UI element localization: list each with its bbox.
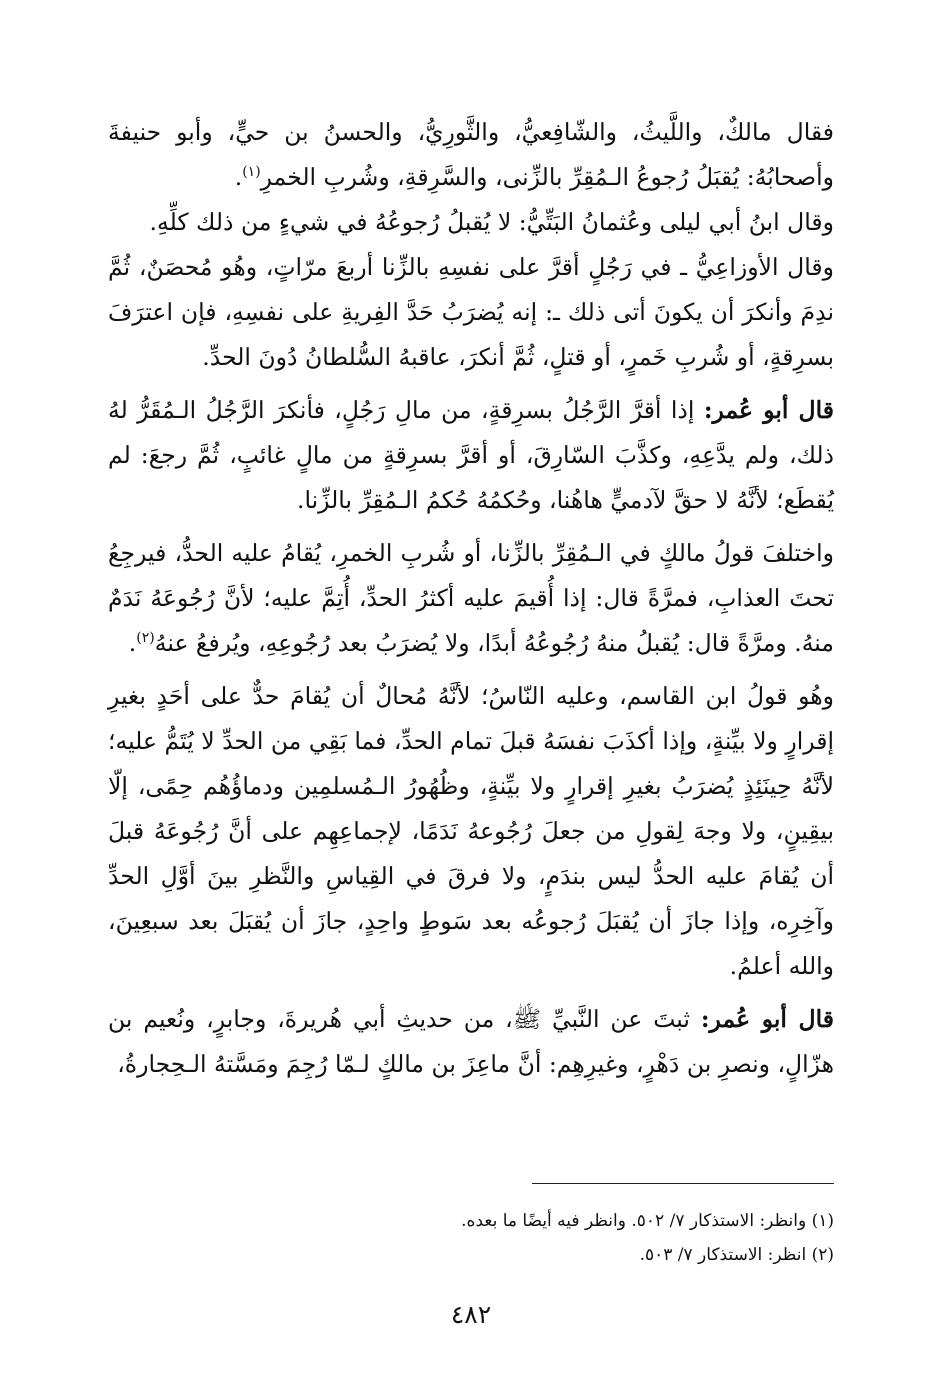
paragraph-5-end: .: [128, 629, 137, 657]
paragraph-1-end: .: [234, 163, 243, 191]
paragraph-4: [108, 388, 834, 523]
footnote-ref-1: (١): [242, 164, 261, 181]
paragraph-6: وهُو قولُ ابن القاسم، وعليه النّاسُ؛ لأنَّهُ مُحالٌ أن يُقامَ حدٌّ على أحَدٍ بغيرِ إقرارٍ ولا بيِّنةٍ، وإذا أكذَبَ نفسَهُ قبلَ تمام الحدِّ، فما بَقِي من الحدِّ لا يُتَمُّ عليه؛ لأنَّهُ حِينَئِذٍ يُضرَبُ بغيرِ إقرارٍ ولا بيِّنةٍ، وظُهُورُ الـمُسلمِين ودماؤُهُم حِمًى، إلّا بيقِينٍ، ولا وجهَ لِقولِ من جعلَ رُجُوعهُ نَدَمًا، لإجماعِهِم على أنَّ رُجُوعَهُ قبلَ أن يُقامَ عليه الحدُّ ليس بندَمٍ، ولا فرقَ في القِياسِ والنَّظرِ بينَ أوَّلِ الحدِّ وآخِرِه، وإذا جازَ أن يُقبَلَ رُجوعُه بعد سَوطٍ واحِدٍ، جازَ أن يُقبَلَ بعد سبعِينَ، والله أعلمُ.: [108, 682, 834, 980]
paragraph-4-lead: قال أبو عُمر:: [703, 396, 834, 424]
paragraph-1: [108, 110, 834, 200]
paragraph-5: [108, 531, 834, 666]
footnotes: [108, 1204, 834, 1272]
paragraph-1-text: فقال مالكٌ، واللَّيثُ، والشّافِعيُّ، والثَّورِيُّ، والحسنُ بن حيٍّ، وأبو حنيفةَ وأصحابُهُ: يُقبَلُ رُجوعُ الـمُقِرِّ بالزِّنى، والسَّرِقةِ، وشُربِ الخمرِ: [108, 118, 834, 191]
main-text: [108, 110, 834, 1087]
footnote-2: (٢) انظر: الاستذكار ٧/ ٥٠٣.: [639, 1245, 834, 1265]
paragraph-4-text: إذا أقرَّ الرَّجُلُ بسرِقةٍ، من مالِ رَجُلٍ، فأنكرَ الرَّجُلُ الـمُقَرُّ لهُ ذلك، ولم يدَّعِهِ، وكذَّبَ السّارِقَ، أو أقرَّ بسرِقةٍ من مالٍ غائبٍ، ثُمَّ رجعَ: لم يُقطَع؛ لأنَّهُ لا حقَّ لآدميٍّ هاهُنا، وحُكمُهُ حُكمُ الـمُقِرِّ بالزِّنا.: [108, 396, 834, 514]
page-number: ٤٨٢: [450, 1300, 492, 1329]
paragraph-5-text: واختلفَ قولُ مالكٍ في الـمُقِرِّ بالزِّنا، أو شُربِ الخمرِ، يُقامُ عليه الحدُّ، فيرجِعُ تحتَ العذابِ، فمرَّةً قال: إذا أُقيمَ عليه أكثرُ الحدِّ، أُتِمَّ عليه؛ لأنَّ رُجُوعَهُ نَدَمٌ منهُ. ومرَّةً قال: يُقبلُ منهُ رُجُوعُهُ أبدًا، ولا يُضرَبُ بعد رُجُوعِهِ، ويُرفعُ عنهُ: [108, 539, 834, 657]
paragraph-3: وقال الأوزاعِيُّ ـ في رَجُلٍ أقرَّ على نفسِهِ بالزِّنا أربعَ مرّاتٍ، وهُو مُحصَنٌ، ثُمَّ ندِمَ وأنكرَ أن يكونَ أتى ذلك ـ: إنه يُضرَبُ حَدَّ الفِريةِ على نفسِهِ، فإن اعترَفَ بسرِقةٍ، أو شُربِ خَمرٍ، أو قتلٍ، ثُمَّ أنكرَ، عاقبهُ السُّلطانُ دُونَ الحدِّ.: [108, 253, 834, 371]
footnote-separator: [532, 1183, 834, 1184]
paragraph-7-lead: قال أبو عُمر:: [700, 1005, 834, 1033]
paragraph-2: وقال ابنُ أبي ليلى وعُثمانُ البَتِّيُّ: لا يُقبلُ رُجوعُهُ في شيءٍ من ذلك كلِّهِ.: [149, 208, 834, 236]
footnote-1: (١) وانظر: الاستذكار ٧/ ٥٠٢. وانظر فيه أيضًا ما بعده.: [461, 1211, 834, 1231]
paragraph-7: [108, 997, 834, 1087]
paragraph-7-text: ثبتَ عن النَّبيِّ ﷺ، من حديثِ أبي هُريرةَ، وجابرٍ، ونُعيم بن هزّالٍ، ونصرِ بن دَهْرٍ، وغيرِهِم: أنَّ ماعِزَ بن مالكٍ لـمّا رُجِمَ ومَسَّتهُ الـحِجارةُ،: [108, 1005, 834, 1078]
footnote-ref-2: (٢): [136, 630, 155, 647]
